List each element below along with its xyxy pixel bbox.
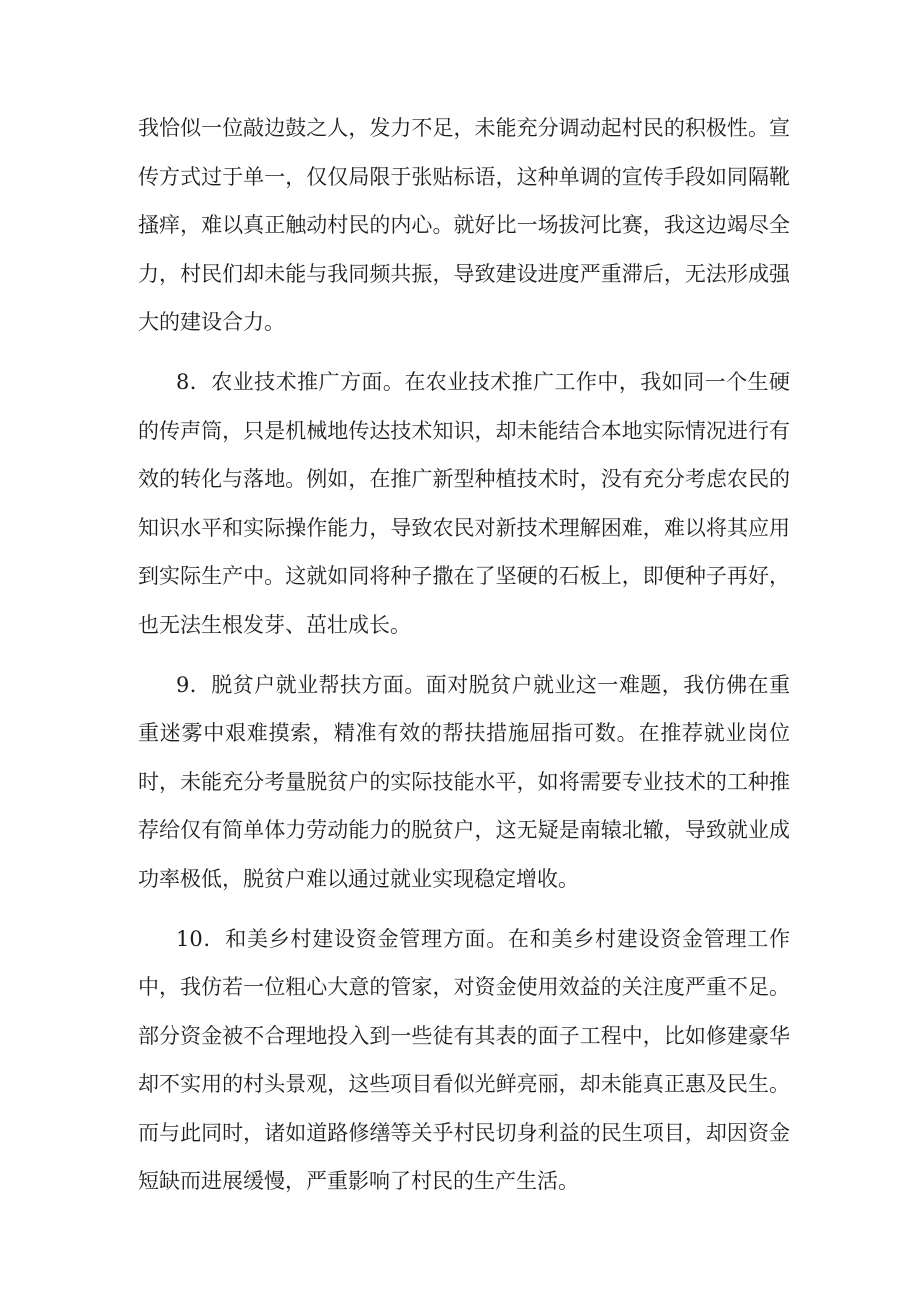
document-body: [138, 104, 790, 1217]
paragraph-item-9: 9．脱贫户就业帮扶方面。面对脱贫户就业这一难题，我仿佛在重重迷雾中艰难摸索，精准有效的帮扶措施屈指可数。在推荐就业岗位时，未能充分考量脱贫户的实际技能水平，如将需要专业技术的工种推荐给仅有简单体力劳动能力的脱贫户，这无疑是南辕北辙，导致就业成功率极低，脱贫户难以通过就业实现稳定增收。: [138, 672, 790, 891]
paragraph-item-8: 8．农业技术推广方面。在农业技术推广工作中，我如同一个生硬的传声筒，只是机械地传达技术知识，却未能结合本地实际情况进行有效的转化与落地。例如，在推广新型种植技术时，没有充分考虑农民的知识水平和实际操作能力，导致农民对新技术理解困难，难以将其应用到实际生产中。这就如同将种子撒在了坚硬的石板上，即便种子再好，也无法生根发芽、茁壮成长。: [138, 369, 790, 637]
paragraph-item-10: 10．和美乡村建设资金管理方面。在和美乡村建设资金管理工作中，我仿若一位粗心大意的管家，对资金使用效益的关注度严重不足。部分资金被不合理地投入到一些徒有其表的面子工程中，比如修建豪华却不实用的村头景观，这些项目看似光鲜亮丽，却未能真正惠及民生。而与此同时，诸如道路修缮等关乎村民切身利益的民生项目，却因资金短缺而进展缓慢，严重影响了村民的生产生活。: [138, 926, 790, 1194]
paragraph-continued: 我恰似一位敲边鼓之人，发力不足，未能充分调动起村民的积极性。宣传方式过于单一，仅仅局限于张贴标语，这种单调的宣传手段如同隔靴搔痒，难以真正触动村民的内心。就好比一场拔河比赛，我这边竭尽全力，村民们却未能与我同频共振，导致建设进度严重滞后，无法形成强大的建设合力。: [138, 116, 790, 335]
